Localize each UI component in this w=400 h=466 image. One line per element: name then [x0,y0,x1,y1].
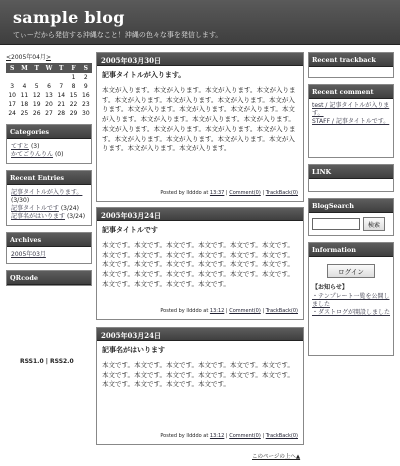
entry-posted-by: Posted by lldddo at [160,433,209,439]
calendar-day: 1 [71,74,76,81]
entry [96,327,304,445]
calendar-days [6,73,92,118]
list-item [11,143,87,151]
entry-body: 本文です。本文です。本文です。本文です。本文です。本文です。本文です。本文です。本文です。本文です。本文です。本文です。本文です。本文です。本文です。本文です。 [102,361,294,389]
calendar-day: 20 [45,101,53,108]
weekday-tue: T [31,63,43,73]
calendar-day: 26 [32,110,41,117]
calendar-next-link[interactable]: > [45,54,51,61]
calendar-day: 8 [71,83,76,90]
entry-title[interactable]: 記事タイトルです [102,226,158,234]
calendar-day: 3 [10,83,15,90]
calendar-day: 13 [45,92,53,99]
weekday-thu: T [55,63,67,73]
calendar-day: 30 [82,110,90,117]
qrcode-box [6,270,92,286]
entry [96,52,304,202]
recent-comment-link[interactable]: test / 記事タイトルが入ります。 [312,102,390,117]
entry-date: 2005年03月30日 [97,53,303,66]
recent-trackback-box [308,52,394,78]
category-link[interactable]: てすと [11,143,30,150]
blog-header [0,0,400,45]
calendar-day: 2 [83,74,88,81]
information-box [308,242,394,356]
calendar-nav [6,52,92,61]
calendar-prev-link[interactable]: < [6,54,12,61]
calendar-day: 21 [57,101,66,108]
list-item [11,205,87,213]
calendar-week [6,91,92,100]
recent-entry-link[interactable]: 記事タイトルが入ります。 [11,189,83,196]
categories-box [6,124,92,164]
list-item [11,189,87,205]
category-count: (0) [54,151,64,158]
weekday-wed: W [43,63,55,73]
rss-separator: | [45,358,48,365]
entry-posted-by: Posted by lldddo at [160,308,209,314]
list-item [312,118,390,126]
category-link[interactable]: かてごりんりん [11,151,54,158]
entry-body: 本文が入ります。本文が入ります。本文が入ります。本文が入ります。本文が入ります。本文が入ります。本文が入ります。本文が入ります。本文が入ります。本文が入ります。本文が入ります。本文が入ります。本文が入ります。本文が入ります。本文が入ります。本文が入ります。本文が入ります。本文が入ります。本文が入ります。本文が入ります。本文が入ります。本文が入ります。本文が入ります。本文が入ります。本文が入ります。 [102,86,296,153]
calendar [6,63,92,118]
calendar-day: 27 [45,110,53,117]
calendar-day: 16 [82,92,90,99]
entry-footer: Posted by lldddo at 13:12 | Comment(0) | TrackBack(0) [160,308,298,314]
page-top-link-wrap [252,452,300,460]
calendar-day: 11 [20,92,29,99]
entry-body: 本文です。本文です。本文です。本文です。本文です。本文です。本文です。本文です。本文です。本文です。本文です。本文です。本文です。本文です。本文です。本文です。本文です。本文です。本文です。本文です。本文です。本文です。本文です。本文です。本文です。本文です。本文です。本文です。 [102,241,294,288]
list-item [312,293,390,309]
calendar-day: 9 [83,83,88,90]
calendar-day: 6 [47,83,51,90]
list-item [11,213,87,221]
calendar-week [6,109,92,118]
entry-date: 2005年03月24日 [97,208,303,221]
entry-time-link[interactable]: 13:12 [209,433,225,439]
recent-trackback-heading: Recent trackback [309,53,393,67]
notice-link[interactable]: ・テンプレート一覧を公開しました [312,293,390,308]
page-top-link[interactable]: このページの上へ▲ [252,454,301,460]
calendar-day: 12 [32,92,41,99]
link-heading: LINK [309,165,393,179]
category-count: (3) [30,143,40,150]
notice-heading: 【お知らせ】 [312,284,348,291]
entry-time-link[interactable]: 13:12 [209,308,225,314]
calendar-day: 29 [69,110,78,117]
search-input[interactable] [312,218,360,230]
calendar-day: 15 [69,92,78,99]
right-sidebar [308,52,394,362]
calendar-day [6,73,18,82]
entry-comment-link[interactable]: Comment(0) [229,308,261,314]
calendar-week [6,82,92,91]
calendar-day: 10 [8,92,16,99]
left-sidebar [6,52,92,286]
blog-title[interactable]: sample blog [13,8,125,27]
entry-posted-by: Posted by lldddo at [160,190,209,196]
list-item [11,151,87,159]
calendar-day [43,73,55,82]
weekday-sun: S [6,63,18,73]
recent-entry-date: (3/24) [60,205,79,212]
weekday-sat: S [80,63,92,73]
recent-entry-date: (3/24) [66,213,86,220]
rss1-link[interactable]: RSS1.0 [20,358,44,365]
recent-entries-heading: Recent Entries [7,171,91,185]
calendar-day: 22 [69,101,78,108]
recent-comment-heading: Recent comment [309,85,393,99]
link-box [308,164,394,192]
calendar-day: 19 [32,101,41,108]
archives-heading: Archives [7,233,91,247]
entry-footer: Posted by lldddo at 13:37 | Comment(0) | TrackBack(0) [160,190,298,196]
calendar-week [6,73,92,82]
entry-trackback-link[interactable]: TrackBack(0) [265,190,298,196]
search-row [309,213,393,235]
information-heading: Information [309,243,393,257]
entry-title[interactable]: 記事名がはいります [102,346,165,354]
calendar-day [31,73,43,82]
entry-time-link[interactable]: 13:37 [209,190,225,196]
entry-trackback-link[interactable]: TrackBack(0) [265,433,298,439]
calendar-day [18,73,30,82]
blog-description: てぃーだから発信する沖縄なこと！沖縄の色々な事を発信します。 [13,31,223,39]
calendar-day: 4 [22,83,27,90]
calendar-day: 23 [82,101,90,108]
entry-comment-link[interactable]: Comment(0) [229,433,261,439]
categories-heading: Categories [7,125,91,139]
recent-entry-date: (3/30) [11,197,30,204]
entry-title[interactable]: 記事タイトルが入ります。 [102,71,186,79]
calendar-month-label: 2005年04月 [11,54,46,61]
calendar-day: 5 [34,83,39,90]
blog-search-box [308,198,394,236]
login-button[interactable]: ログイン [327,264,375,278]
entry-trackback-link[interactable]: TrackBack(0) [265,308,298,314]
calendar-day: 7 [59,83,64,90]
list-item [312,102,390,118]
recent-comment-box [308,84,394,158]
calendar-day: 17 [8,101,16,108]
calendar-day: 18 [20,101,29,108]
calendar-day: 24 [8,110,16,117]
calendar-day: 25 [20,110,29,117]
search-button[interactable]: 検索 [363,217,385,231]
recent-entry-link[interactable]: 記事タイトルです [11,205,59,212]
weekday-fri: F [67,63,79,73]
rss2-link[interactable]: RSS2.0 [50,358,74,365]
weekday-mon: M [18,63,30,73]
archives-box [6,232,92,264]
recent-comment-link[interactable]: STAFF / 記事タイトルです。 [312,118,390,125]
entry-comment-link[interactable]: Comment(0) [229,190,261,196]
rss-links [20,358,74,365]
calendar-day [55,73,67,82]
recent-entries-box [6,170,92,226]
list-item [312,309,390,317]
entry-date: 2005年03月24日 [97,328,303,341]
calendar-day: 14 [57,92,66,99]
qrcode-heading: QRcode [7,271,91,285]
entry [96,207,304,320]
blog-search-heading: BlogSearch [309,199,393,213]
recent-entry-link[interactable]: 記事名がはいります [11,213,66,220]
calendar-day: 28 [57,110,66,117]
archive-link[interactable]: 2005年03月 [11,251,46,258]
notice-link[interactable]: ・ダストログが開設しました [312,309,391,316]
calendar-week [6,100,92,109]
entry-footer: Posted by lldddo at 13:12 | Comment(0) | TrackBack(0) [160,433,298,439]
